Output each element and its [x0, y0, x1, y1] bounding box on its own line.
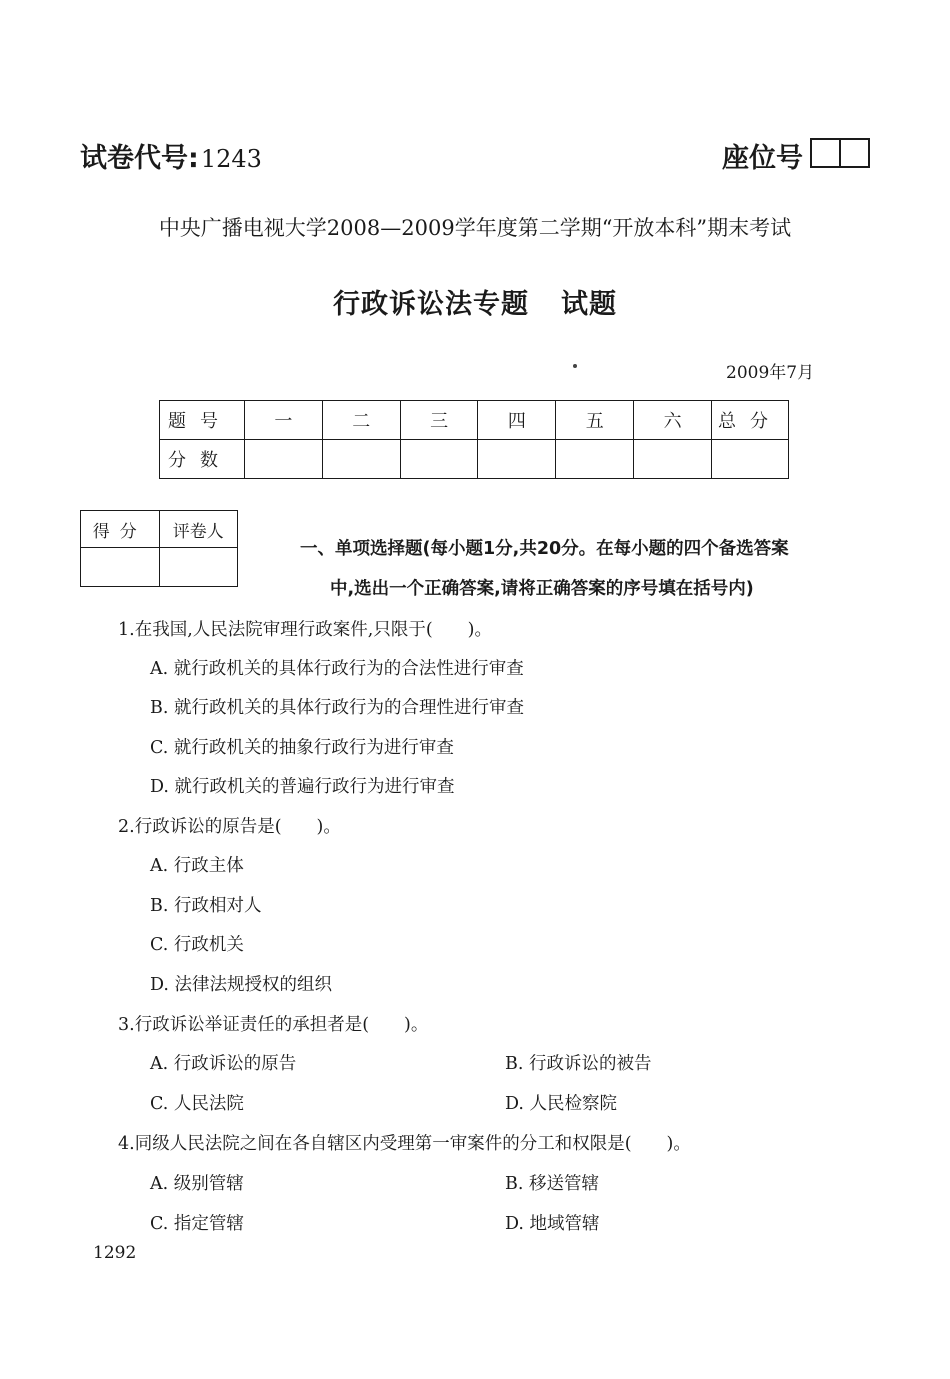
- question-number-label: 题号: [160, 401, 245, 440]
- score-cell[interactable]: [478, 440, 556, 479]
- paper-code: [80, 136, 262, 175]
- grader-score-label: 得分: [81, 511, 160, 548]
- answer-option: B. 就行政机关的具体行政行为的合理性进行审查: [150, 698, 524, 718]
- section-1-instructions-line-1: 一、单项选择题(每小题1分,共20分。在每小题的四个备选答案: [300, 539, 789, 559]
- column-header: 五: [556, 401, 634, 440]
- answer-option: A. 级别管辖: [150, 1174, 244, 1194]
- question-stem: 2.行政诉讼的原告是( )。: [118, 817, 341, 837]
- column-header: 一: [245, 401, 323, 440]
- column-header: 二: [322, 401, 400, 440]
- answer-option: C. 人民法院: [150, 1094, 244, 1114]
- section-1-instructions-line-2: 中,选出一个正确答案,请将正确答案的序号填在括号内): [330, 579, 754, 599]
- answer-option: A. 就行政机关的具体行政行为的合法性进行审查: [150, 659, 524, 679]
- answer-option: C. 行政机关: [150, 935, 244, 955]
- page-title: [0, 282, 950, 321]
- paper-code-number: 1243: [200, 145, 262, 173]
- answer-option: C. 指定管辖: [150, 1214, 244, 1234]
- question-stem: 4.同级人民法院之间在各自辖区内受理第一审案件的分工和权限是( )。: [118, 1134, 691, 1154]
- grader-table: [80, 510, 238, 587]
- answer-option: D. 法律法规授权的组织: [150, 975, 333, 995]
- answer-option: A. 行政主体: [150, 856, 244, 876]
- score-cell[interactable]: [634, 440, 712, 479]
- answer-option: D. 人民检察院: [505, 1094, 618, 1114]
- grader-name-cell[interactable]: [159, 548, 237, 587]
- score-table-score-row: [160, 440, 789, 479]
- total-label: 总分: [712, 401, 789, 440]
- score-cell[interactable]: [400, 440, 478, 479]
- question-stem: 1.在我国,人民法院审理行政案件,只限于( )。: [118, 620, 492, 640]
- answer-option: B. 行政相对人: [150, 896, 262, 916]
- answer-option: B. 行政诉讼的被告: [505, 1054, 652, 1074]
- answer-option: C. 就行政机关的抽象行政行为进行审查: [150, 738, 454, 758]
- score-cell[interactable]: [245, 440, 323, 479]
- stray-dot: [573, 364, 577, 368]
- title-kind: 试题: [561, 289, 617, 320]
- exam-date: 2009年7月: [726, 363, 815, 383]
- page-number: 1292: [93, 1243, 137, 1263]
- answer-option: D. 就行政机关的普遍行政行为进行审查: [150, 777, 455, 797]
- column-header: 三: [400, 401, 478, 440]
- score-row-label: 分数: [160, 440, 245, 479]
- score-table: [159, 400, 789, 479]
- paper-code-label: 试卷代号:: [80, 143, 199, 174]
- column-header: 六: [634, 401, 712, 440]
- seat-box[interactable]: [839, 140, 868, 166]
- grader-label: 评卷人: [159, 511, 237, 548]
- answer-option: B. 移送管辖: [505, 1174, 599, 1194]
- total-score-cell[interactable]: [712, 440, 789, 479]
- answer-option: A. 行政诉讼的原告: [150, 1054, 297, 1074]
- exam-line: 中央广播电视大学2008—2009学年度第二学期“开放本科”期末考试: [158, 216, 792, 240]
- seat-label: 座位号: [722, 143, 803, 174]
- answer-option: D. 地域管辖: [505, 1214, 600, 1234]
- score-table-header-row: [160, 401, 789, 440]
- score-cell[interactable]: [322, 440, 400, 479]
- seat-box[interactable]: [812, 140, 839, 166]
- question-stem: 3.行政诉讼举证责任的承担者是( )。: [118, 1015, 429, 1035]
- seat-number-boxes[interactable]: [810, 138, 870, 168]
- column-header: 四: [478, 401, 556, 440]
- section-score-cell[interactable]: [81, 548, 160, 587]
- score-cell[interactable]: [556, 440, 634, 479]
- title-subject: 行政诉讼法专题: [333, 289, 529, 320]
